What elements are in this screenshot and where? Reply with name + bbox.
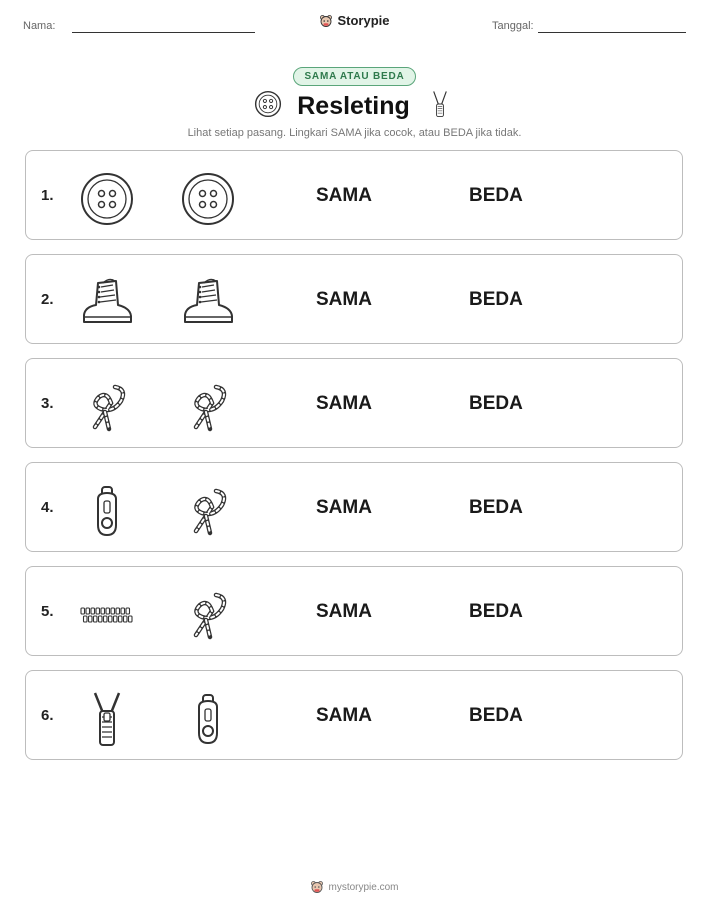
boot-icon (79, 275, 135, 331)
rope-knot-icon (79, 379, 135, 435)
different-option[interactable]: BEDA (469, 601, 523, 622)
footer-url[interactable]: mystorypie.com (328, 881, 399, 893)
different-option[interactable]: BEDA (469, 705, 523, 726)
button-icon (180, 171, 236, 227)
different-option[interactable]: BEDA (469, 185, 523, 206)
same-option[interactable]: SAMA (316, 393, 372, 414)
name-line[interactable] (72, 32, 255, 33)
question-number: 5. (41, 603, 54, 620)
storypie-mascot-icon (319, 14, 333, 28)
same-option[interactable]: SAMA (316, 601, 372, 622)
question-row-2 (25, 254, 683, 344)
brand-name: Storypie (337, 13, 390, 28)
footer (0, 880, 709, 897)
button-icon (79, 171, 135, 227)
same-option[interactable]: SAMA (316, 185, 372, 206)
date-line[interactable] (538, 32, 686, 33)
name-label: Nama: (23, 20, 56, 32)
boot-icon (180, 275, 236, 331)
same-option[interactable]: SAMA (316, 497, 372, 518)
question-number: 6. (41, 707, 54, 724)
question-number: 2. (41, 291, 54, 308)
question-number: 1. (41, 187, 54, 204)
brand (0, 13, 709, 31)
different-option[interactable]: BEDA (469, 497, 523, 518)
title-zipper-icon (424, 88, 456, 125)
rope-knot-icon (180, 483, 236, 539)
zipper-pull-icon (180, 691, 236, 747)
question-row-5 (25, 566, 683, 656)
activity-badge: SAMA ATAU BEDA (293, 67, 415, 86)
question-row-3 (25, 358, 683, 448)
same-option[interactable]: SAMA (316, 289, 372, 310)
different-option[interactable]: BEDA (469, 289, 523, 310)
question-row-6 (25, 670, 683, 760)
zipper-icon (79, 691, 135, 747)
question-number: 3. (41, 395, 54, 412)
date-label: Tanggal: (492, 20, 534, 32)
zipper-pull-icon (79, 483, 135, 539)
instructions: Lihat setiap pasang. Lingkari SAMA jika cocok, atau BEDA jika tidak. (187, 127, 522, 139)
title-button-icon (253, 89, 283, 124)
same-option[interactable]: SAMA (316, 705, 372, 726)
rope-knot-icon (180, 379, 236, 435)
page-title: Resleting (297, 91, 410, 120)
question-number: 4. (41, 499, 54, 516)
storypie-mascot-icon (310, 880, 324, 894)
different-option[interactable]: BEDA (469, 393, 523, 414)
question-row-1 (25, 150, 683, 240)
rope-knot-icon (180, 587, 236, 643)
title-row (0, 88, 709, 124)
question-row-4 (25, 462, 683, 552)
zipper-teeth-icon (79, 587, 135, 643)
